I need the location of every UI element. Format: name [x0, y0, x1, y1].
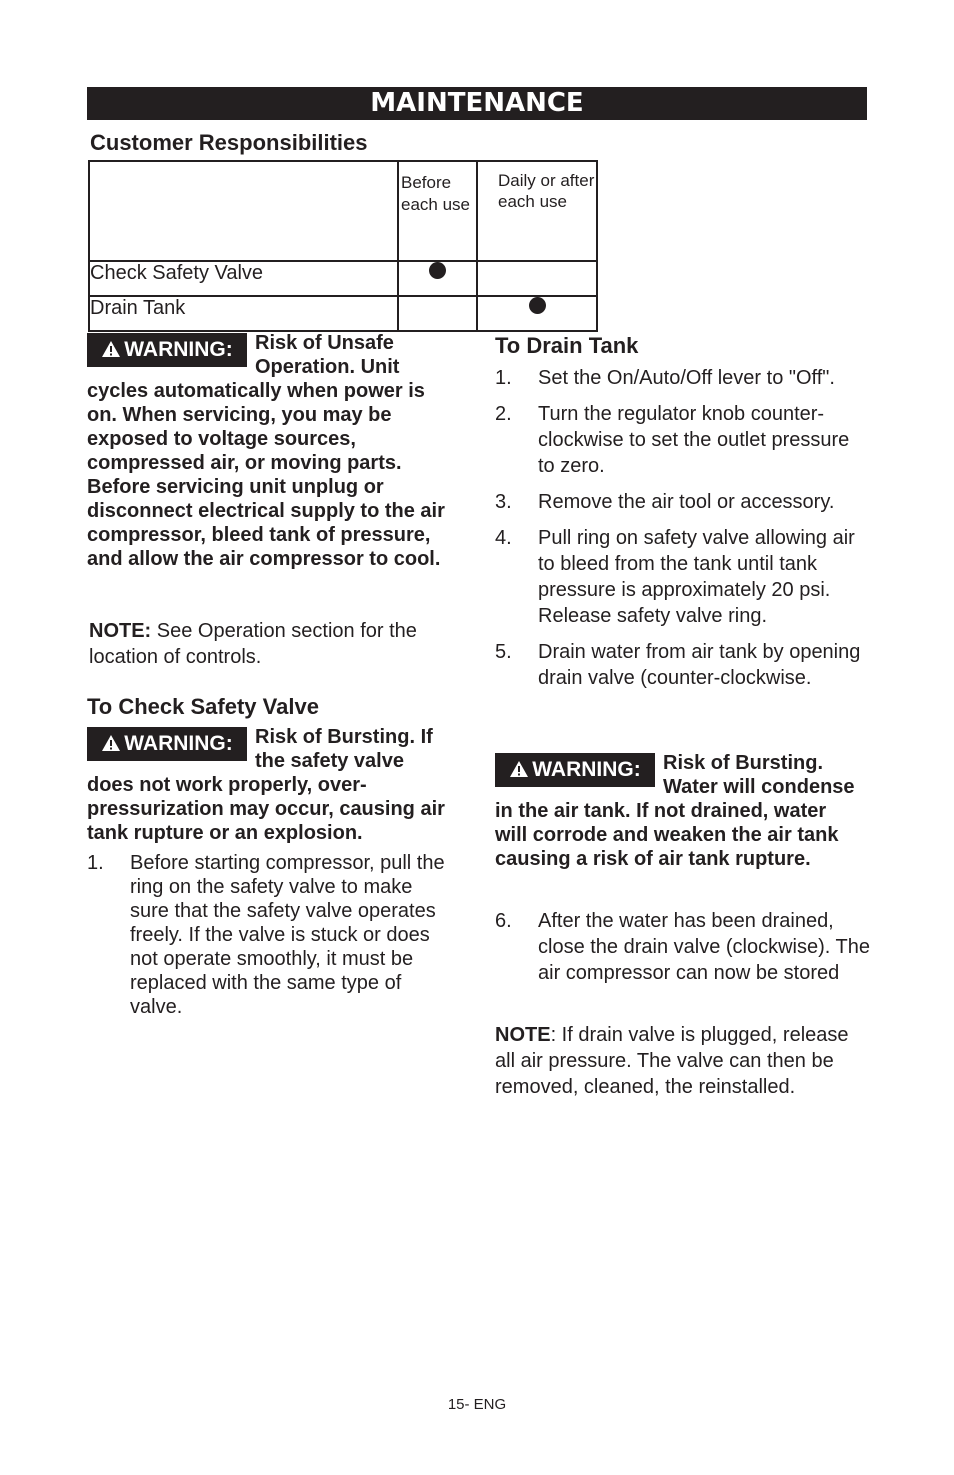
warning-label: WARNING: — [532, 758, 641, 781]
list-item — [495, 365, 870, 391]
note-label: NOTE: — [89, 620, 152, 642]
step-number: 2. — [495, 403, 512, 425]
before-cell — [398, 261, 477, 296]
table-row — [89, 296, 597, 331]
warning-body: does not work properly, over-pressurization may occur, causing air tank rupture or an explosion. — [87, 774, 445, 844]
step-number: 1. — [87, 852, 104, 874]
table-header-row — [89, 161, 597, 261]
step-text: Remove the air tool or accessory. — [538, 491, 835, 513]
table-header-blank — [89, 161, 398, 261]
list-item — [495, 639, 870, 691]
warning-badge — [87, 727, 247, 761]
warning-lead: Risk of Unsafe Operation. Unit — [255, 332, 400, 378]
before-cell — [398, 296, 477, 331]
note-text: See Operation section for the location of controls. — [89, 620, 417, 668]
step-number: 5. — [495, 641, 512, 663]
list-item — [495, 401, 870, 479]
step-text: Before starting compressor, pull the ring on the safety valve to make sure that the safety valve operates freely. If the valve is stuck or does not operate smoothly, it must be replaced with the same type of valve. — [130, 852, 445, 1018]
list-item — [495, 489, 870, 515]
step-text: Pull ring on safety valve allowing air to bleed from the tank until tank pressure is approximately 20 psi. Release safety valve ring. — [538, 527, 855, 627]
list-item — [495, 908, 870, 986]
step-text: After the water has been drained, close the drain valve (clockwise). The air compressor can now be stored — [538, 910, 870, 984]
responsibilities-table — [88, 160, 598, 332]
step-number: 6. — [495, 910, 512, 932]
list-item — [495, 525, 870, 629]
warning-body: condense in the air tank. If not drained, water will corrode and weaken the air tank causing a risk of air tank rupture. — [495, 776, 855, 870]
check-valve-steps — [87, 851, 447, 1019]
note-drain-valve — [495, 1022, 850, 1100]
step-text: Drain water from air tank by opening drain valve (counter-clockwise. — [538, 641, 861, 689]
drain-tank-heading: To Drain Tank — [495, 333, 639, 358]
warning-lead: Risk of Bursting. If the safety valve — [255, 726, 433, 772]
unsafe-operation-warning — [87, 331, 447, 571]
table-row — [89, 261, 597, 296]
filled-dot-icon — [429, 262, 446, 279]
row-label: Drain Tank — [89, 296, 398, 331]
check-safety-valve-heading: To Check Safety Valve — [87, 694, 319, 719]
table-header-daily: Daily or after each use — [477, 161, 597, 261]
table-header-before: Before each use — [398, 161, 477, 261]
bursting-warning-valve — [87, 725, 447, 845]
filled-dot-icon — [529, 297, 546, 314]
note-label: NOTE — [495, 1024, 551, 1046]
warning-lead: Risk of Bursting. Water will — [663, 752, 824, 798]
warning-label: WARNING: — [124, 338, 233, 361]
note-text: : If drain valve is plugged, release all air pressure. The valve can then be removed, cleaned, the reinstalled. — [495, 1024, 849, 1098]
customer-responsibilities-heading: Customer Responsibilities — [90, 130, 368, 155]
step-text: Turn the regulator knob counter-clockwise to set the outlet pressure to zero. — [538, 403, 850, 477]
warning-badge — [87, 333, 247, 367]
warning-label: WARNING: — [124, 732, 233, 755]
step-number: 1. — [495, 367, 512, 389]
drain-tank-steps-continued — [495, 908, 870, 986]
warning-triangle-icon — [101, 734, 121, 752]
drain-tank-steps — [495, 365, 870, 691]
warning-body: cycles automatically when power is on. When servicing, you may be exposed to voltage sources, compressed air, or moving parts. Before servicing unit unplug or disconnect electrical supply to the air compressor, bleed tank of pressure, and allow the air compressor to cool. — [87, 380, 445, 570]
row-label: Check Safety Valve — [89, 261, 398, 296]
step-number: 3. — [495, 491, 512, 513]
step-number: 4. — [495, 527, 512, 549]
daily-cell — [477, 296, 597, 331]
list-item — [87, 851, 447, 1019]
step-text: Set the On/Auto/Off lever to "Off". — [538, 367, 835, 389]
page-title: MAINTENANCE — [87, 87, 867, 120]
warning-badge — [495, 753, 655, 787]
warning-triangle-icon — [101, 340, 121, 358]
note-controls — [89, 618, 459, 670]
page-number: 15- ENG — [447, 1396, 507, 1413]
daily-cell — [477, 261, 597, 296]
warning-triangle-icon — [509, 760, 529, 778]
bursting-warning-water — [495, 751, 860, 871]
